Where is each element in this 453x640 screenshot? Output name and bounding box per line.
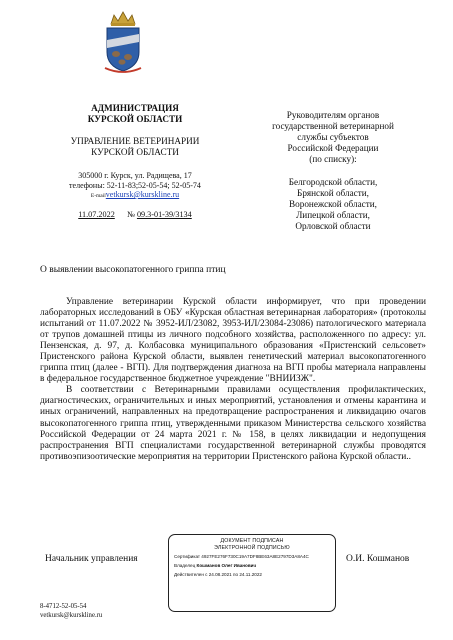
body-paragraph-2: В соответствии с Ветеринарными правилами осуществления профилактических, диагностических, ограничительных и иных мероприятий, установления и отмены карантина и иных ограничений, направленных на предотвращение распространения и ликвидацию очагов высокопатогенного гриппа птиц, утвержденными приказом Министерства сельского хозяйства Российской Федерации от 24 марта 2021 г. № 158, в целях ликвидации и недопущения распространения ВГП специалистами государственной ветеринарной службы проводятся противоэпизоотические мероприятия на территории Пристенского района Курской области.. (40, 385, 426, 462)
addressee-block (258, 110, 408, 165)
stamp-valid-label: Действителен (174, 572, 204, 577)
email-link[interactable]: vetkursk@kurskline.ru (105, 190, 180, 199)
addressee-line: Российской Федерации (287, 143, 379, 153)
org-title (40, 103, 230, 125)
digital-signature-stamp (168, 534, 336, 612)
reg-no-label: № (127, 210, 135, 219)
stamp-title-line1: ДОКУМЕНТ ПОДПИСАН (220, 538, 284, 544)
phones: телефоны: 52-11-83;52-05-54; 52-05-74 (69, 180, 201, 190)
addressee-line: государственной ветеринарной (272, 121, 394, 131)
addressee-line: Руководителям органов (286, 110, 380, 120)
footer-email: vetkursk@kurskline.ru (40, 612, 103, 619)
stamp-title-line2: ЭЛЕКТРОННОЙ ПОДПИСЬЮ (214, 545, 290, 551)
region-item: Белгородской области, (288, 177, 378, 187)
footer-phone: 8-4712-52-05-54 (40, 603, 87, 610)
org-title-line1: АДМИНИСТРАЦИЯ (91, 103, 179, 113)
region-item: Липецкой области, (296, 210, 370, 220)
stamp-validity (174, 570, 330, 579)
signatory-role: Начальник управления (45, 554, 138, 564)
dept-title (40, 136, 230, 158)
letter-body (40, 297, 426, 463)
stamp-owner (174, 561, 330, 570)
reg-number: 09.3-01-39/3134 (136, 210, 192, 219)
contacts-block (40, 171, 230, 202)
stamp-cert-label: Сертификат (174, 554, 201, 559)
email-line (40, 190, 230, 202)
body-paragraph-1: Управление ветеринарии Курской области информирует, что при проведении лабораторных исследований в ОБУ «Курская областная ветеринарная лаборатория» (протоколы испытаний от 11.07.2022 № 3952-ИЛ/23082, 3953-ИЛ/23084-23086) патологического материала от трупов домашней птицы из личного подсобного хозяйства, расположенного по адресу: ул. Пензенская, д. 97, д. Колбасовка муниципального образования «Пристенский сельсовет» Пристенского района Курской области, выявлен генетический материал высокопатогенного гриппа птиц (далее - ВГП). Для подтверждения диагноза на ВГП пробы материала направлены в федеральное государственное бюджетное учреждение "ВНИИЗЖ". (40, 297, 426, 385)
signatory-name: О.И. Кошманов (346, 554, 410, 564)
stamp-owner-value: Кошманов Олег Иванович (196, 563, 257, 568)
executor-contacts (40, 602, 102, 620)
coat-of-arms-emblem (101, 10, 145, 74)
addressee-line: (по списку): (309, 154, 357, 164)
addressee-line: службы субъектов (297, 132, 369, 142)
dept-title-line2: КУРСКОЙ ОБЛАСТИ (91, 147, 179, 157)
stamp-valid-value: с 24.08.2021 по 24.11.2022 (205, 572, 262, 577)
registration-line (40, 210, 230, 219)
reg-date: 11.07.2022 (78, 210, 115, 219)
region-item: Воронежской области, (289, 199, 377, 209)
regions-list (258, 177, 408, 232)
letter-subject: О выявлении высокопатогенного гриппа птиц (40, 265, 226, 275)
stamp-owner-label: Владелец (174, 563, 196, 568)
stamp-cert-value: 4927FE276F730C19A7DF8BE63A8E2797D3A8A4C (201, 554, 309, 559)
stamp-certificate (174, 552, 330, 561)
dept-title-line1: УПРАВЛЕНИЕ ВЕТЕРИНАРИИ (70, 136, 200, 146)
org-title-line2: КУРСКОЙ ОБЛАСТИ (87, 114, 183, 124)
email-label: E-mail (90, 193, 106, 199)
region-item: Брянской области, (297, 188, 369, 198)
region-item: Орловской области (295, 221, 371, 231)
address: 305000 г. Курск, ул. Радищева, 17 (78, 171, 192, 180)
